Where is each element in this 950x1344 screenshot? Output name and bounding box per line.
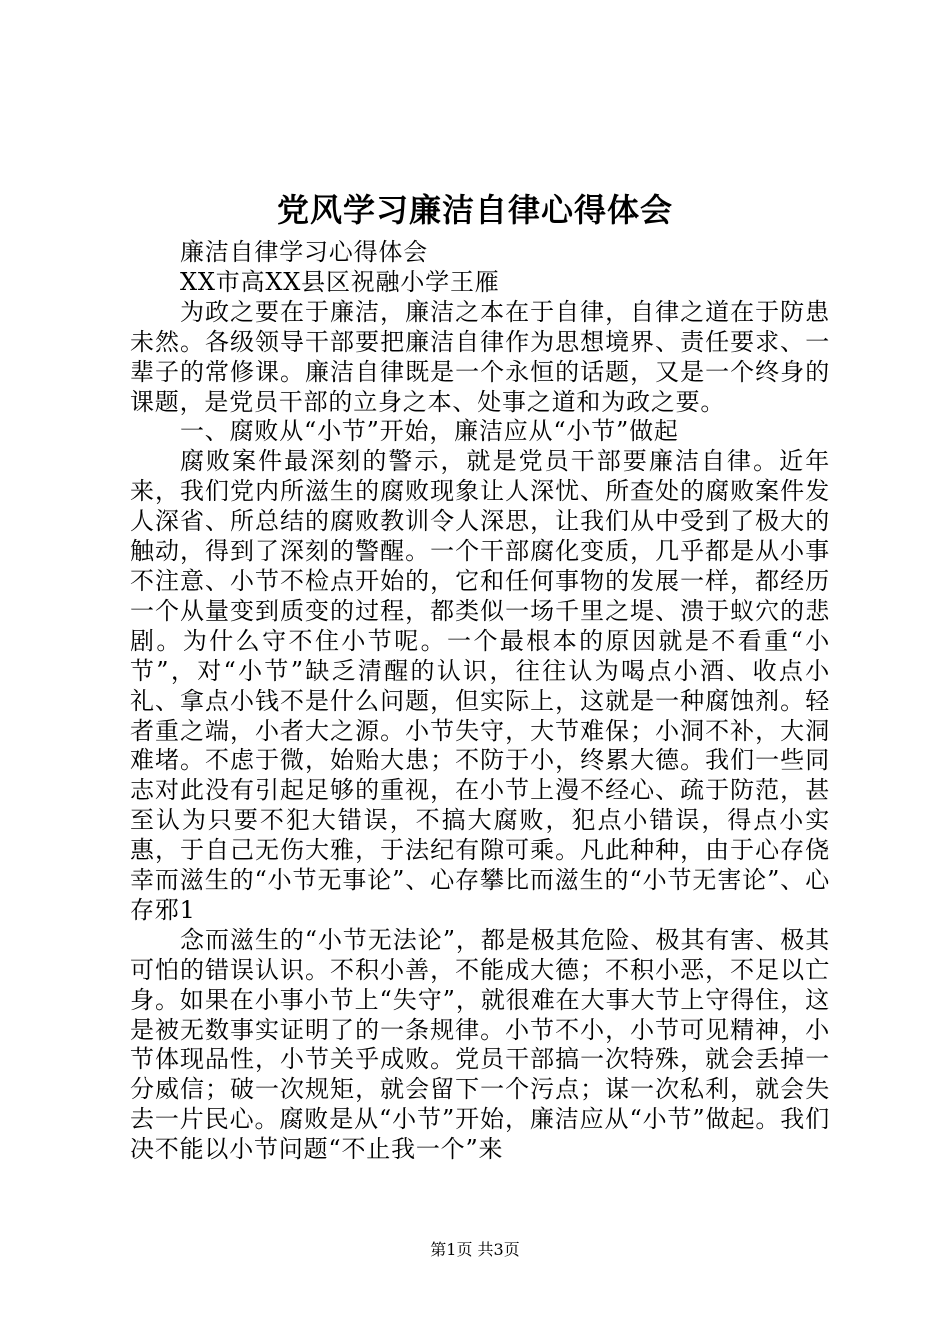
document-body (130, 238, 830, 1165)
subtitle-paragraph: 廉洁自律学习心得体会 (180, 238, 428, 266)
body-paragraph: 腐败案件最深刻的警示，就是党员干部要廉洁自律。近年来，我们党内所滋生的腐败现象让人深忧、所查处的腐败案件发人深省、所总结的腐败教训令人深思，让我们从中受到了极大的触动，得到了深刻的警醒。一个干部腐化变质，几乎都是从小事不注意、小节不检点开始的，它和任何事物的发展一样，都经历一个从量变到质变的过程，都类似一场千里之堤、溃于蚁穴的悲剧。为什么守不住小节呢。一个最根本的原因就是不看重“小节”，对“小节”缺乏清醒的认识，往往认为喝点小酒、收点小礼、拿点小钱不是什么问题，但实际上，这就是一种腐蚀剂。轻者重之端，小者大之源。小节失守，大节难保；小洞不补，大洞难堵。不虑于微，始贻大患；不防于小，终累大德。我们一些同志对此没有引起足够的重视，在小节上漫不经心、疏于防范，甚至认为只要不犯大错误，不搞大腐败，犯点小错误，得点小实惠，于自己无伤大雅，于法纪有隙可乘。凡此种种，由于心存侥幸而滋生的“小节无事论”、心存攀比而滋生的“小节无害论”、心存邪1 (130, 447, 830, 924)
author-paragraph: XX市高XX县区祝融小学王雁 (180, 267, 500, 296)
section-heading: 一、腐败从“小节”开始，廉洁应从“小节”做起 (180, 417, 679, 446)
page-number: 第1页 共3页 (430, 1240, 520, 1259)
body-paragraph: 念而滋生的“小节无法论”，都是极其危险、极其有害、极其可怕的错误认识。不积小善，不能成大德；不积小恶，不足以亡身。如果在小事小节上“失守”，就很难在大事大节上守得住，这是被无数事实证明了的一条规律。小节不小，小节可见精神，小节体现品性，小节关乎成败。党员干部搞一次特殊，就会丢掉一分威信；破一次规矩，就会留下一个污点；谋一次私利，就会失去一片民心。腐败是从“小节”开始，廉洁应从“小节”做起。我们决不能以小节问题“不止我一个”来 (130, 925, 830, 1164)
document-title: 党风学习廉洁自律心得体会 (276, 191, 673, 229)
intro-paragraph: 为政之要在于廉洁，廉洁之本在于自律，自律之道在于防患未然。各级领导干部要把廉洁自律作为思想境界、责任要求、一辈子的常修课。廉洁自律既是一个永恒的话题，又是一个终身的课题，是党员干部的立身之本、处事之道和为政之要。 (130, 297, 830, 416)
